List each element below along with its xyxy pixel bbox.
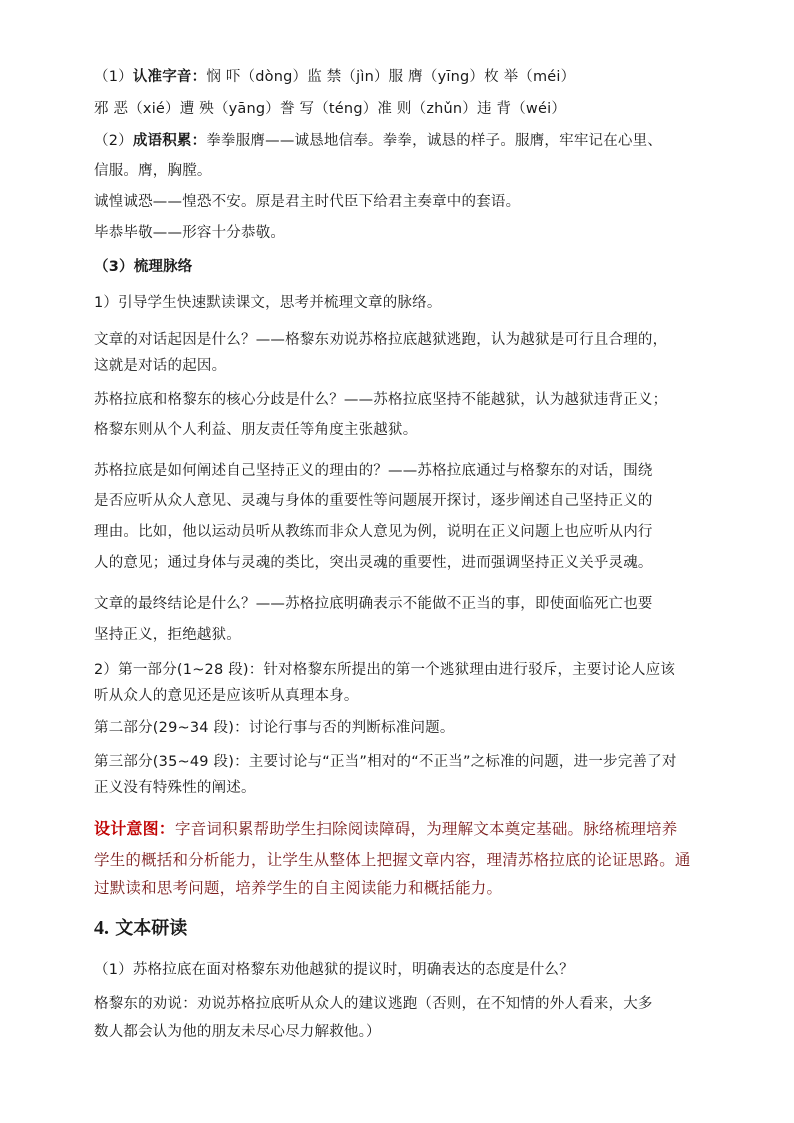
vocab-text-1: 悯 吓（dòng）监 禁（jìn）服 膺（yīng）枚 举（méi） bbox=[206, 69, 576, 85]
section-4-number: 4. bbox=[94, 917, 109, 939]
context-q1-line-2: 这就是对话的起因。 bbox=[94, 358, 227, 374]
context-q3-line-1: 苏格拉底是如何阐述自己坚持正义的理由的？——苏格拉底通过与格黎东的对话，围绕 bbox=[94, 463, 653, 479]
context-part3-line-1: 第三部分(35~49 段)：主要讨论与“正当”相对的“不正当”之标准的问题，进一步完善了对 bbox=[94, 754, 677, 770]
context-q4-line-2: 坚持正义，拒绝越狱。 bbox=[94, 627, 241, 643]
context-part2: 第二部分(29~34 段)：讨论行事与否的判断标准问题。 bbox=[94, 720, 455, 736]
idioms-label: （2） bbox=[94, 133, 133, 149]
study-question-1: （1）苏格拉底在面对格黎东劝他越狱的提议时，明确表达的态度是什么？ bbox=[94, 962, 574, 978]
vocab-title: 认准字音： bbox=[132, 69, 207, 85]
vocab-line-1 bbox=[94, 67, 714, 87]
vocab-line-2: 邪 恶（xié）遭 殃（yāng）誊 写（téng）准 则（zhǔn）违 背（wéi） bbox=[94, 101, 567, 117]
context-heading: （3）梳理脉络 bbox=[94, 259, 193, 275]
design-line-1 bbox=[94, 819, 714, 840]
study-answer-1-line-2: 数人都会认为他的朋友未尽心尽力解救他。） bbox=[94, 1024, 381, 1040]
section-4-title: 文本研读 bbox=[115, 918, 188, 939]
context-q3-line-4: 人的意见；通过身体与灵魂的类比，突出灵魂的重要性，进而强调坚持正义关乎灵魂。 bbox=[94, 555, 653, 571]
context-part1-line-1: 2）第一部分(1~28 段)：针对格黎东所提出的第一个逃狱理由进行驳斥，主要讨论人应该 bbox=[94, 662, 676, 678]
design-line-3: 过默读和思考问题，培养学生的自主阅读能力和概括能力。 bbox=[94, 879, 503, 897]
idioms-line-2: 信服。膺，胸膛。 bbox=[94, 163, 212, 179]
design-line-2: 学生的概括和分析能力，让学生从整体上把握文章内容，理清苏格拉底的论证思路。通 bbox=[94, 851, 691, 869]
section-4-heading bbox=[94, 914, 187, 940]
design-text-1: 字音词积累帮助学生扫除阅读障碍，为理解文本奠定基础。脉络梳理培养 bbox=[175, 820, 678, 838]
study-answer-1-line-1: 格黎东的劝说：劝说苏格拉底听从众人的建议逃跑（否则，在不知情的外人看来，大多 bbox=[94, 996, 653, 1012]
context-q3-line-3: 理由。比如，他以运动员听从教练而非众人意见为例，说明在正义问题上也应听从内行 bbox=[94, 524, 653, 540]
context-q3-line-2: 是否应听从众人意见、灵魂与身体的重要性等问题展开探讨，逐步阐述自己坚持正义的 bbox=[94, 493, 653, 509]
context-q4-line-1: 文章的最终结论是什么？——苏格拉底明确表示不能做不正当的事，即使面临死亡也要 bbox=[94, 596, 653, 612]
idioms-title: 成语积累： bbox=[132, 133, 207, 149]
vocab-label: （1） bbox=[94, 69, 133, 85]
context-part1-line-2: 听从众人的意见还是应该听从真理本身。 bbox=[94, 688, 359, 704]
idioms-text-1: 拳拳服膺——诚恳地信奉。拳拳，诚恳的样子。服膺，牢牢记在心里、 bbox=[206, 133, 663, 149]
context-q1-line-1: 文章的对话起因是什么？——格黎东劝说苏格拉底越狱逃跑，认为越狱是可行且合理的， bbox=[94, 332, 668, 348]
context-intro: 1）引导学生快速默读课文，思考并梳理文章的脉络。 bbox=[94, 295, 442, 311]
idioms-line-4: 毕恭毕敬——形容十分恭敬。 bbox=[94, 225, 286, 241]
context-q2-line-1: 苏格拉底和格黎东的核心分歧是什么？——苏格拉底坚持不能越狱，认为越狱违背正义； bbox=[94, 392, 668, 408]
design-label: 设计意图： bbox=[94, 819, 176, 838]
idioms-line-1 bbox=[94, 131, 714, 151]
context-part3-line-2: 正义没有特殊性的阐述。 bbox=[94, 780, 256, 796]
context-q2-line-2: 格黎东则从个人利益、朋友责任等角度主张越狱。 bbox=[94, 422, 418, 438]
idioms-line-3: 诚惶诚恐——惶恐不安。原是君主时代臣下给君主奏章中的套语。 bbox=[94, 194, 521, 210]
